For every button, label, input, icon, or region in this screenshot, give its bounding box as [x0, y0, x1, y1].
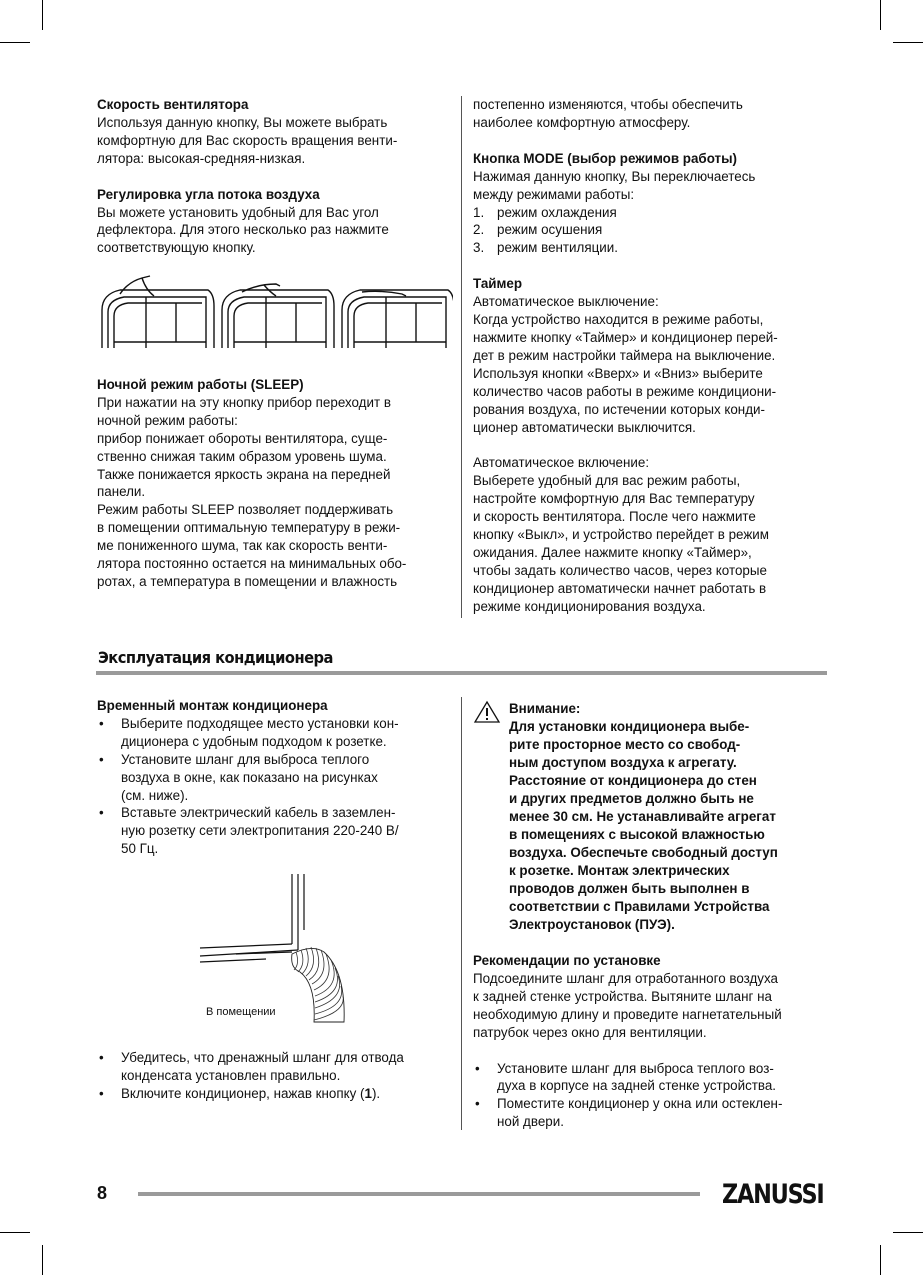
text-line: в помещении оптимальную температуру в режи- — [97, 520, 401, 536]
louver-position-3 — [342, 290, 453, 348]
fan-speed-heading: Скорость вентилятора — [97, 97, 249, 112]
text-line: в помещениях с высокой влажностью — [509, 827, 765, 842]
crop-mark — [42, 0, 43, 30]
text-line: и других предметов должно быть не — [509, 791, 754, 806]
list-item: 3. режим вентиляции. — [473, 240, 618, 256]
text-line: Выберете удобный для вас режим работы, — [473, 473, 741, 489]
crop-mark — [880, 1245, 881, 1275]
louver-illustration — [98, 272, 453, 350]
list-item: • Установите шланг для выброса теплого воздуха в окне, как показано на рисунках (см. ниже). — [97, 751, 457, 805]
mode-heading: Кнопка MODE (выбор режимов работы) — [473, 150, 738, 166]
text-line: дефлектора. Для этого несколько раз нажмите — [97, 222, 389, 238]
mode-list — [473, 204, 833, 258]
airflow-heading: Регулировка угла потока воздуха — [97, 186, 320, 202]
text-line: режиме кондиционирования воздуха. — [473, 598, 706, 614]
text-line: патрубок через окно для вентиляции. — [473, 1024, 707, 1040]
text-line: постепенно изменяются, чтобы обеспечить — [473, 97, 743, 112]
text-line: необходимую длину и проведите нагнетательный — [473, 1006, 782, 1022]
text-line: комфортную для Вас скорость вращения венти- — [97, 132, 398, 148]
text-line: При нажатии на эту кнопку прибор переходит в — [97, 394, 391, 410]
brand-logo: ZANUSSI — [722, 1179, 824, 1210]
recommend-list — [473, 1060, 833, 1132]
text-line: Расстояние от кондиционера до стен — [509, 773, 757, 788]
crop-mark — [880, 0, 881, 30]
text-line: и скорость вентилятора. После чего нажмите — [473, 509, 756, 525]
text-line: Когда устройство находится в режиме работы, — [473, 312, 764, 328]
text-line: Используя кнопки «Вверх» и «Вниз» выберите — [473, 365, 763, 381]
text-line: ным доступом воздуха к агрегату. — [509, 755, 737, 770]
text-line: Используя данную кнопку, Вы можете выбрать — [97, 114, 388, 130]
column-separator — [461, 96, 462, 618]
crop-mark — [893, 1232, 923, 1233]
text-line: менее 30 см. Не устанавливайте агрегат — [509, 809, 776, 824]
louver-position-2 — [222, 284, 334, 348]
list-item: • Поместите кондиционер у окна или остеклен- ной двери. — [473, 1095, 833, 1131]
text-line: проводов должен быть выполнен в — [509, 881, 750, 896]
section-divider — [96, 671, 827, 675]
louver-position-1 — [102, 276, 214, 348]
section-title: Эксплуатация кондиционера — [98, 648, 333, 667]
footer-divider — [138, 1192, 700, 1196]
text-line: наиболее комфортную атмосферу. — [473, 114, 691, 130]
left-column-sleep — [97, 376, 457, 591]
text-line: чтобы задать количество часов, через которые — [473, 562, 767, 578]
crop-mark — [0, 1232, 30, 1233]
list-item: 2. режим осушения — [473, 222, 603, 238]
text-line: соответствии с Правилами Устройства — [509, 899, 770, 914]
text-line: прибор понижает обороты вентилятора, суще- — [97, 430, 388, 446]
install-list — [97, 715, 457, 858]
text-line: Для установки кондиционера выбе- — [509, 719, 750, 734]
text-line: рования воздуха, по истечении которых конди- — [473, 401, 765, 417]
text-line: ротах, а температура в помещении и влажность — [97, 573, 398, 589]
text-line: Также понижается яркость экрана на передней — [97, 466, 391, 482]
list-item: • Выберите подходящее место установки кон- диционера с удобным подходом к розетке. — [97, 715, 457, 751]
text-line: лятора постоянно остается на минимальных обо- — [97, 556, 407, 572]
text-line: количество часов работы в режиме кондициони- — [473, 383, 777, 399]
recommend-heading: Рекомендации по установке — [473, 953, 661, 968]
text-line: ционер автоматически выключится. — [473, 419, 696, 435]
text-line: между режимами работы: — [473, 186, 635, 202]
text-line: ожидания. Далее нажмите кнопку «Таймер», — [473, 544, 752, 560]
text-line: ственно снижая таким образом уровень шума. — [97, 448, 387, 464]
text-line: к розетке. Монтаж электрических — [509, 863, 730, 878]
list-item: • Установите шланг для выброса теплого воз- духа в корпусе на задней стенке устройства. — [473, 1060, 833, 1096]
text-line: Нажимая данную кнопку, Вы переключаетесь — [473, 168, 756, 184]
crop-mark — [0, 42, 30, 43]
caption-indoor: В помещении — [206, 1006, 276, 1018]
text-line: Вы можете установить удобный для Вас угол — [97, 204, 379, 220]
warning-text — [509, 700, 829, 934]
left-column-top — [97, 96, 452, 257]
list-item: • Включите кондиционер, нажав кнопку (1). — [97, 1085, 457, 1103]
text-line: дет в режим настройки таймера на выключение. — [473, 347, 776, 363]
left-column-bottom-2 — [97, 1049, 457, 1103]
right-column-top — [473, 96, 833, 616]
warning-icon — [473, 700, 501, 724]
timer-heading: Таймер — [473, 276, 523, 292]
text-line: к задней стенке устройства. Вытяните шланг на — [473, 988, 772, 1004]
text-line: соответствующую кнопку. — [97, 240, 256, 256]
text-line: Подсоедините шланг для отработанного воздуха — [473, 970, 778, 986]
text-line: воздуха. Обеспечьте свободный доступ — [509, 845, 778, 860]
text-line: ночной режим работы: — [97, 412, 238, 428]
text-line: Режим работы SLEEP позволяет поддерживать — [97, 502, 394, 518]
text-line: панели. — [97, 484, 146, 500]
right-column-bottom — [473, 952, 833, 1131]
text-line: настройте комфортную для Вас температуру — [473, 491, 755, 507]
text-line: рите просторное место со свобод- — [509, 737, 741, 752]
text-line: кнопку «Выкл», и устройство перейдет в режим — [473, 527, 769, 543]
warning-title: Внимание: — [509, 701, 581, 716]
list-item: 1. режим охлаждения — [473, 204, 617, 220]
text-line: Электроустановок (ПУЭ). — [509, 917, 675, 932]
text-line: Автоматическое включение: — [473, 455, 650, 471]
sleep-heading: Ночной режим работы (SLEEP) — [97, 377, 304, 392]
text-line: лятора: высокая-средняя-низкая. — [97, 150, 306, 166]
column-separator — [461, 697, 462, 1130]
text-line: Автоматическое выключение: — [473, 294, 659, 310]
temp-install-heading: Временный монтаж кондиционера — [97, 698, 328, 713]
text-line: ме пониженного шума, так как скорость венти- — [97, 538, 388, 554]
list-item: • Вставьте электрический кабель в заземлен- ную розетку сети электропитания 220-240 В/ 50 Гц. — [97, 804, 457, 858]
list-item: • Убедитесь, что дренажный шланг для отвода конденсата установлен правильно. — [97, 1049, 457, 1085]
install-list-2 — [97, 1049, 457, 1103]
text-line: нажмите кнопку «Таймер» и кондиционер перей- — [473, 329, 778, 345]
left-column-bottom — [97, 697, 457, 858]
crop-mark — [42, 1245, 43, 1275]
page-number: 8 — [97, 1183, 108, 1203]
crop-mark — [893, 42, 923, 43]
text-line: кондиционер автоматически начнет работать в — [473, 580, 767, 596]
